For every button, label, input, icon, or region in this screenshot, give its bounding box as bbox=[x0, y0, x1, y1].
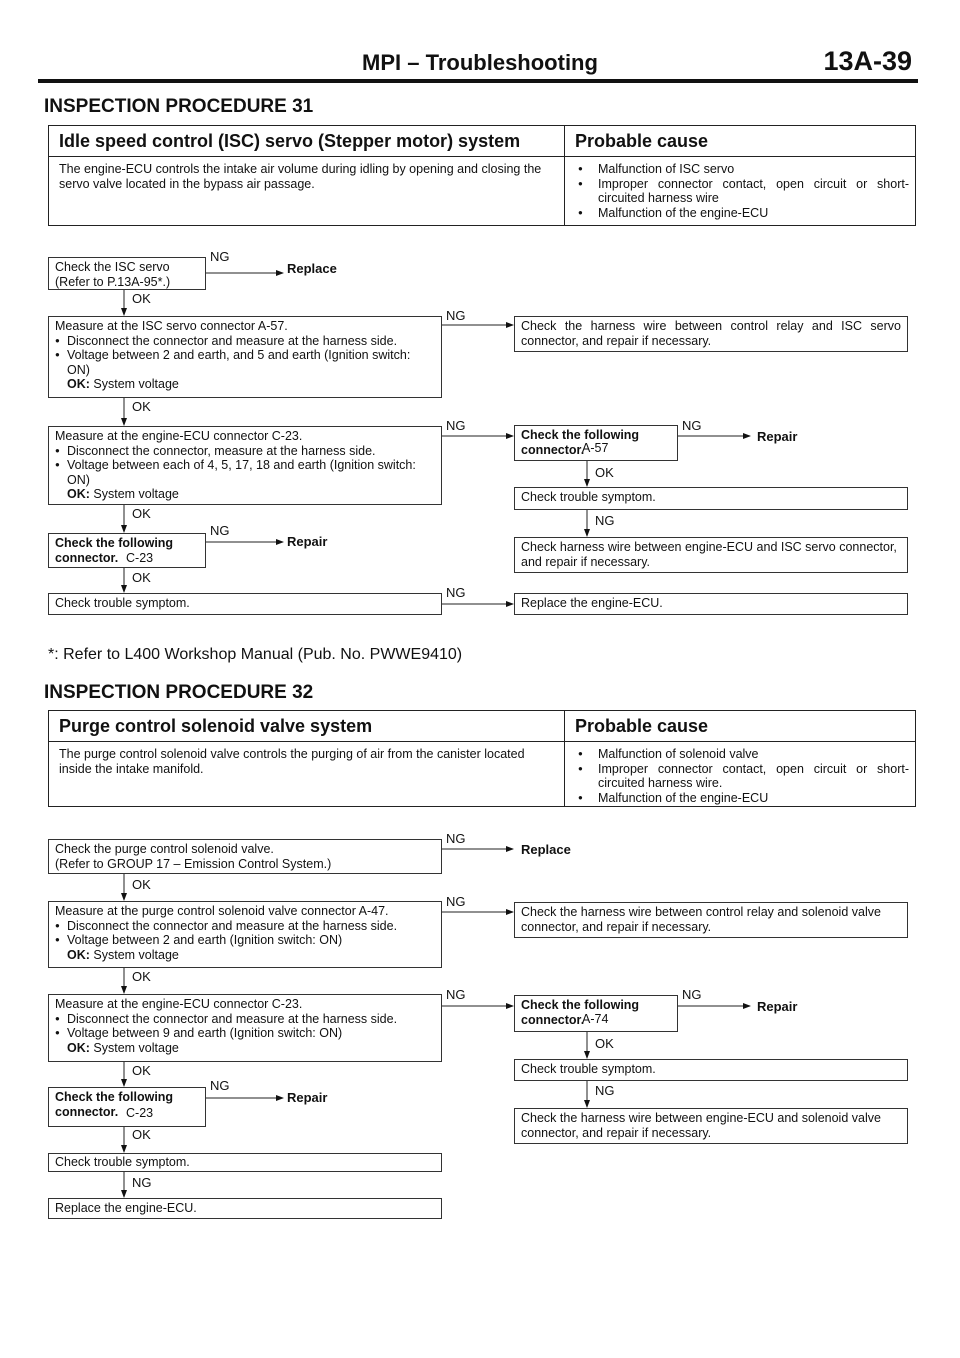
ng-label: NG bbox=[682, 418, 702, 433]
step-line: (Refer to P.13A-95*.) bbox=[55, 274, 171, 289]
step-bullets bbox=[55, 919, 435, 948]
ng-label: NG bbox=[446, 894, 466, 909]
repair-action: Repair bbox=[757, 999, 798, 1014]
ok-criteria-value: System voltage bbox=[93, 1040, 179, 1055]
connector-id: C-23 bbox=[126, 551, 154, 565]
step-text: Replace the engine-ECU. bbox=[55, 1201, 197, 1215]
p31-check-harness-ecu-isc bbox=[514, 537, 908, 573]
step-bullet: ● Voltage between each of 4, 5, 17, 18 and earth (Ignition switch: ON) bbox=[55, 458, 435, 487]
step-bullet: ● Disconnect the connector and measure at the harness side. bbox=[55, 1012, 435, 1027]
step-title: Measure at the ISC servo connector A-57. bbox=[55, 319, 288, 333]
cause-item: ● Improper connector contact, open circuit or short-circuited harness wire. bbox=[576, 762, 909, 791]
table-column-divider bbox=[564, 711, 565, 806]
repair-action: Repair bbox=[287, 1090, 328, 1105]
step-text: Check the harness wire between control relay and solenoid valve connector, and repair if necessary. bbox=[521, 905, 881, 934]
ok-label: OK bbox=[595, 1036, 614, 1051]
p31-measure-isc-connector bbox=[48, 316, 442, 398]
system-description: The purge control solenoid valve controls the purging of air from the canister located inside the intake manifold. bbox=[59, 747, 525, 776]
ok-criteria bbox=[55, 948, 435, 963]
ng-label: NG bbox=[210, 523, 230, 538]
p32-check-trouble-symptom-right bbox=[514, 1059, 908, 1081]
procedure-32-table bbox=[48, 710, 916, 807]
p32-check-harness-relay bbox=[514, 902, 908, 938]
table-column-divider bbox=[564, 126, 565, 225]
p31-check-trouble-symptom-right bbox=[514, 487, 908, 510]
ok-criteria-label: OK: bbox=[67, 1040, 90, 1055]
cause-item: ● Improper connector contact, open circuit or short-circuited harness wire bbox=[576, 177, 909, 206]
check-connector-label: Check the following connector. bbox=[55, 536, 174, 565]
step-text: Check the harness wire between engine-ECU and solenoid valve connector, and repair if necessary. bbox=[521, 1111, 881, 1140]
page-number: 13A-39 bbox=[823, 46, 912, 76]
step-text: Check trouble symptom. bbox=[55, 596, 190, 610]
ok-criteria-value: System voltage bbox=[93, 377, 179, 391]
p31-check-harness-relay bbox=[514, 316, 908, 352]
repair-action: Repair bbox=[287, 534, 328, 549]
replace-action: Replace bbox=[287, 261, 337, 276]
ok-label: OK bbox=[595, 465, 614, 480]
step-bullet: ● Voltage between 2 and earth, and 5 and earth (Ignition switch: ON) bbox=[55, 348, 435, 377]
probable-cause-list bbox=[576, 162, 909, 220]
procedure-31-table bbox=[48, 125, 916, 226]
step-title: Measure at the engine-ECU connector C-23. bbox=[55, 997, 303, 1011]
ok-criteria-label: OK: bbox=[67, 947, 90, 962]
ng-label: NG bbox=[595, 513, 615, 528]
procedure-31-heading: INSPECTION PROCEDURE 31 bbox=[44, 96, 314, 117]
step-bullet: ● Disconnect the connector, measure at the harness side. bbox=[55, 444, 435, 459]
step-line: (Refer to GROUP 17 – Emission Control System.) bbox=[55, 856, 332, 871]
check-connector-label: Check the following connector. bbox=[521, 998, 640, 1027]
ng-label: NG bbox=[210, 1078, 230, 1093]
p31-check-trouble-symptom bbox=[48, 593, 442, 615]
step-bullet: ● Voltage between 2 and earth (Ignition switch: ON) bbox=[55, 933, 435, 948]
step-bullets bbox=[55, 444, 435, 488]
step-text: Check trouble symptom. bbox=[521, 1062, 656, 1076]
check-connector-label: Check the following connector. bbox=[521, 428, 640, 457]
header-rule bbox=[38, 79, 918, 83]
step-line: Check the purge control solenoid valve. bbox=[55, 842, 274, 856]
page-header-title: MPI – Troubleshooting bbox=[362, 50, 598, 75]
step-text: Check trouble symptom. bbox=[55, 1155, 190, 1169]
check-connector-label: Check the following connector. bbox=[55, 1090, 174, 1119]
step-text: Check harness wire between engine-ECU and ISC servo connector, and repair if necessary. bbox=[521, 540, 897, 569]
ok-criteria-label: OK: bbox=[67, 487, 90, 501]
step-bullet: ● Disconnect the connector and measure at the harness side. bbox=[55, 919, 435, 934]
ng-label: NG bbox=[446, 831, 466, 846]
ok-criteria bbox=[55, 487, 435, 502]
connector-id: A-57 bbox=[582, 441, 609, 455]
ok-label: OK bbox=[132, 1127, 151, 1142]
probable-cause-title: Probable cause bbox=[575, 131, 709, 151]
ok-criteria bbox=[55, 377, 435, 392]
ok-criteria-value: System voltage bbox=[93, 487, 179, 501]
cause-item: ● Malfunction of the engine-ECU bbox=[576, 791, 909, 806]
ok-criteria bbox=[55, 1041, 435, 1056]
step-title: Measure at the purge control solenoid valve connector A-47. bbox=[55, 904, 389, 918]
footnote: *: Refer to L400 Workshop Manual (Pub. No. PWWE9410) bbox=[48, 646, 463, 663]
ok-label: OK bbox=[132, 877, 151, 892]
cause-item: ● Malfunction of the engine-ECU bbox=[576, 206, 909, 221]
ng-label: NG bbox=[132, 1175, 152, 1190]
connector-id: A-74 bbox=[582, 1012, 609, 1026]
step-bullet: ● Voltage between 9 and earth (Ignition switch: ON) bbox=[55, 1026, 435, 1041]
step-text: Check trouble symptom. bbox=[521, 490, 656, 504]
step-text: Check the harness wire between control relay and ISC servo connector, and repair if necessary. bbox=[521, 319, 901, 348]
table-divider bbox=[49, 156, 915, 157]
ng-label: NG bbox=[446, 585, 466, 600]
system-title: Purge control solenoid valve system bbox=[59, 716, 373, 736]
replace-action: Replace bbox=[521, 842, 571, 857]
system-title: Idle speed control (ISC) servo (Stepper motor) system bbox=[59, 131, 521, 151]
step-bullets bbox=[55, 1012, 435, 1041]
ok-criteria-value: System voltage bbox=[93, 947, 179, 962]
ok-label: OK bbox=[132, 969, 151, 984]
ok-label: OK bbox=[132, 570, 151, 585]
p31-check-isc-servo bbox=[48, 257, 206, 290]
ok-label: OK bbox=[132, 399, 151, 414]
repair-action: Repair bbox=[757, 429, 798, 444]
p32-measure-ecu-connector bbox=[48, 994, 442, 1062]
ng-label: NG bbox=[446, 418, 466, 433]
ng-label: NG bbox=[682, 987, 702, 1002]
p32-check-harness-ecu-valve bbox=[514, 1108, 908, 1144]
p32-replace-ecu bbox=[48, 1198, 442, 1219]
p32-check-purge-valve bbox=[48, 839, 442, 874]
ok-label: OK bbox=[132, 506, 151, 521]
cause-item: ● Malfunction of ISC servo bbox=[576, 162, 909, 177]
step-text: Replace the engine-ECU. bbox=[521, 596, 663, 610]
probable-cause-list bbox=[576, 747, 909, 805]
p31-measure-ecu-connector bbox=[48, 426, 442, 505]
p31-replace-ecu bbox=[514, 593, 908, 615]
ok-label: OK bbox=[132, 1063, 151, 1078]
table-divider bbox=[49, 741, 915, 742]
system-description: The engine-ECU controls the intake air volume during idling by opening and closing the servo valve located in the bypass air passage. bbox=[59, 162, 542, 191]
connector-id: C-23 bbox=[126, 1106, 154, 1120]
p32-measure-valve-connector bbox=[48, 901, 442, 968]
ok-criteria-label: OK: bbox=[67, 377, 90, 391]
procedure-32-heading: INSPECTION PROCEDURE 32 bbox=[44, 682, 314, 703]
step-title: Measure at the engine-ECU connector C-23. bbox=[55, 429, 303, 443]
ng-label: NG bbox=[595, 1083, 615, 1098]
p32-check-trouble-symptom bbox=[48, 1153, 442, 1172]
ng-label: NG bbox=[446, 308, 466, 323]
ng-label: NG bbox=[210, 249, 230, 264]
ng-label: NG bbox=[446, 987, 466, 1002]
probable-cause-title: Probable cause bbox=[575, 716, 709, 736]
step-bullet: ● Disconnect the connector and measure at the harness side. bbox=[55, 334, 435, 349]
step-line: Check the ISC servo bbox=[55, 260, 170, 274]
cause-item: ● Malfunction of solenoid valve bbox=[576, 747, 909, 762]
ok-label: OK bbox=[132, 291, 151, 306]
step-bullets bbox=[55, 334, 435, 378]
